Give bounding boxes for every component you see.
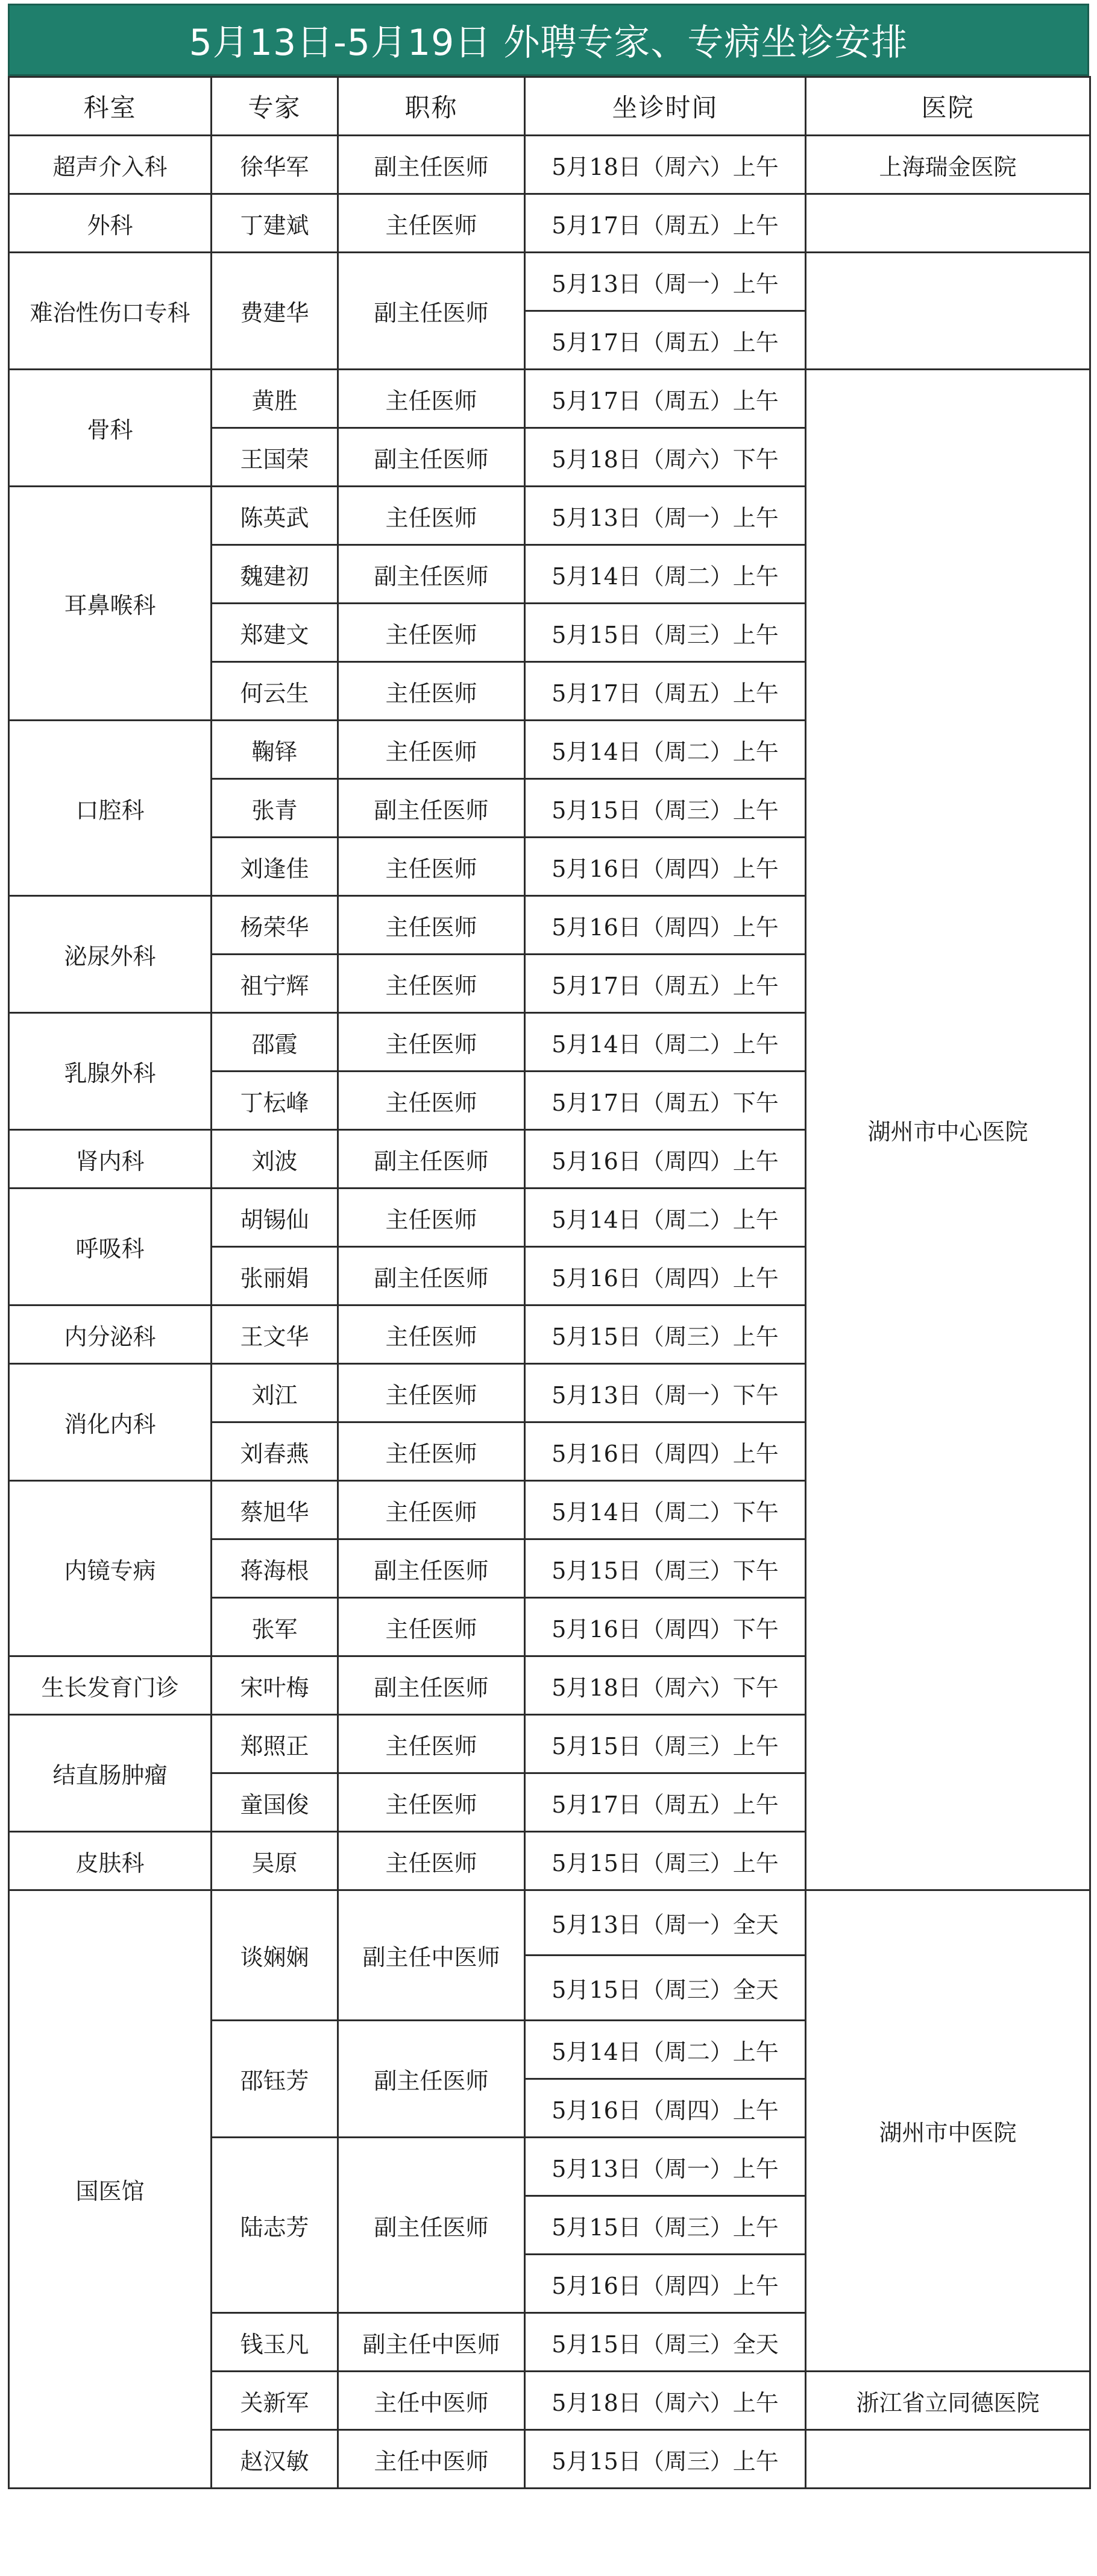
table-header-row [9,77,1090,136]
rank-cell: 副主任医师 [338,1247,525,1305]
time-cell: 5月16日（周四）上午 [525,838,806,896]
expert-cell: 王文华 [212,1305,338,1364]
hospital-cell: 上海瑞金医院 [806,136,1090,194]
department-cell: 泌尿外科 [9,896,212,1013]
rank-cell: 主任医师 [338,1189,525,1247]
rank-cell: 副主任中医师 [338,1890,525,2021]
rank-cell: 主任医师 [338,1305,525,1364]
expert-cell: 郑建文 [212,604,338,662]
time-cell: 5月18日（周六）上午 [525,136,806,194]
header-title: 职称 [338,77,525,136]
expert-cell: 费建华 [212,253,338,370]
expert-cell: 杨荣华 [212,896,338,955]
department-cell: 超声介入科 [9,136,212,194]
time-cell: 5月15日（周三）上午 [525,2196,806,2255]
rank-cell: 主任医师 [338,896,525,955]
rank-cell: 副主任医师 [338,253,525,370]
rank-cell: 副主任医师 [338,428,525,487]
time-cell: 5月15日（周三）上午 [525,1832,806,1890]
time-cell: 5月17日（周五）上午 [525,194,806,253]
time-cell: 5月14日（周二）上午 [525,545,806,604]
time-cell: 5月18日（周六）下午 [525,428,806,487]
department-cell: 骨科 [9,370,212,487]
table-row [9,1890,1090,1956]
time-cell: 5月14日（周二）上午 [525,721,806,779]
expert-cell: 张青 [212,779,338,838]
rank-cell: 主任医师 [338,662,525,721]
department-cell: 消化内科 [9,1364,212,1481]
expert-cell: 张丽娟 [212,1247,338,1305]
rank-cell: 副主任医师 [338,2021,525,2138]
time-cell: 5月16日（周四）上午 [525,2255,806,2313]
time-cell: 5月18日（周六）下午 [525,1656,806,1715]
time-cell: 5月16日（周四）下午 [525,1598,806,1656]
header-time: 坐诊时间 [525,77,806,136]
rank-cell: 副主任医师 [338,1539,525,1598]
time-cell: 5月16日（周四）上午 [525,2079,806,2138]
expert-cell: 谈娴娴 [212,1890,338,2021]
time-cell: 5月14日（周二）上午 [525,1013,806,1072]
time-cell: 5月14日（周二）上午 [525,1189,806,1247]
rank-cell: 主任医师 [338,370,525,428]
rank-cell: 副主任医师 [338,545,525,604]
rank-cell: 主任医师 [338,1422,525,1481]
time-cell: 5月15日（周三）下午 [525,1539,806,1598]
expert-cell: 黄胜 [212,370,338,428]
expert-cell: 丁枟峰 [212,1072,338,1130]
expert-cell: 张军 [212,1598,338,1656]
time-cell: 5月18日（周六）上午 [525,2372,806,2430]
expert-cell: 关新军 [212,2372,338,2430]
expert-cell: 刘春燕 [212,1422,338,1481]
hospital-cell-empty [806,2430,1090,2489]
header-expert: 专家 [212,77,338,136]
expert-cell: 徐华军 [212,136,338,194]
department-cell: 乳腺外科 [9,1013,212,1130]
department-cell: 耳鼻喉科 [9,487,212,721]
time-cell: 5月16日（周四）上午 [525,1247,806,1305]
time-cell: 5月13日（周一）全天 [525,1890,806,1956]
rank-cell: 主任医师 [338,194,525,253]
rank-cell: 副主任医师 [338,136,525,194]
rank-cell: 副主任医师 [338,1656,525,1715]
time-cell: 5月17日（周五）上午 [525,1773,806,1832]
department-cell: 结直肠肿瘤 [9,1715,212,1832]
hospital-cell: 湖州市中心医院 [806,370,1090,1890]
time-cell: 5月16日（周四）上午 [525,1130,806,1189]
department-cell: 国医馆 [9,1890,212,2489]
time-cell: 5月16日（周四）上午 [525,1422,806,1481]
schedule-title: 5月13日-5月19日 外聘专家、专病坐诊安排 [8,4,1089,76]
hospital-cell: 浙江省立同德医院 [806,2372,1090,2430]
hospital-cell-empty [806,253,1090,370]
rank-cell: 主任医师 [338,1013,525,1072]
expert-cell: 邵霞 [212,1013,338,1072]
expert-cell: 吴原 [212,1832,338,1890]
table-row [9,370,1090,428]
rank-cell: 主任医师 [338,487,525,545]
expert-cell: 刘波 [212,1130,338,1189]
time-cell: 5月17日（周五）上午 [525,311,806,370]
expert-cell: 宋叶梅 [212,1656,338,1715]
expert-cell: 丁建斌 [212,194,338,253]
rank-cell: 主任医师 [338,955,525,1013]
time-cell: 5月13日（周一）下午 [525,1364,806,1422]
rank-cell: 副主任医师 [338,2138,525,2313]
expert-cell: 赵汉敏 [212,2430,338,2489]
hospital-cell: 湖州市中医院 [806,1890,1090,2372]
time-cell: 5月13日（周一）上午 [525,253,806,311]
rank-cell: 主任医师 [338,1598,525,1656]
time-cell: 5月15日（周三）上午 [525,604,806,662]
time-cell: 5月15日（周三）全天 [525,2313,806,2372]
rank-cell: 主任中医师 [338,2430,525,2489]
department-cell: 生长发育门诊 [9,1656,212,1715]
expert-cell: 蔡旭华 [212,1481,338,1539]
department-cell: 内分泌科 [9,1305,212,1364]
department-cell: 皮肤科 [9,1832,212,1890]
time-cell: 5月17日（周五）下午 [525,1072,806,1130]
expert-cell: 陆志芳 [212,2138,338,2313]
expert-cell: 王国荣 [212,428,338,487]
expert-cell: 魏建初 [212,545,338,604]
time-cell: 5月17日（周五）上午 [525,370,806,428]
expert-cell: 钱玉凡 [212,2313,338,2372]
rank-cell: 主任医师 [338,1364,525,1422]
time-cell: 5月16日（周四）上午 [525,896,806,955]
time-cell: 5月15日（周三）上午 [525,1305,806,1364]
header-hospital: 医院 [806,77,1090,136]
time-cell: 5月13日（周一）上午 [525,487,806,545]
expert-cell: 鞠铎 [212,721,338,779]
rank-cell: 主任医师 [338,1715,525,1773]
time-cell: 5月15日（周三）上午 [525,1715,806,1773]
time-cell: 5月15日（周三）全天 [525,1956,806,2021]
department-cell: 口腔科 [9,721,212,896]
time-cell: 5月15日（周三）上午 [525,2430,806,2489]
rank-cell: 副主任医师 [338,779,525,838]
rank-cell: 主任医师 [338,1773,525,1832]
schedule-page [8,4,1089,2489]
expert-cell: 陈英武 [212,487,338,545]
rank-cell: 主任医师 [338,1481,525,1539]
rank-cell: 主任医师 [338,604,525,662]
expert-cell: 刘江 [212,1364,338,1422]
department-cell: 肾内科 [9,1130,212,1189]
time-cell: 5月13日（周一）上午 [525,2138,806,2196]
header-department: 科室 [9,77,212,136]
expert-cell: 邵钰芳 [212,2021,338,2138]
expert-cell: 祖宁辉 [212,955,338,1013]
table-row [9,194,1090,253]
hospital-cell-empty [806,194,1090,253]
rank-cell: 副主任中医师 [338,2313,525,2372]
expert-cell: 蒋海根 [212,1539,338,1598]
time-cell: 5月17日（周五）上午 [525,662,806,721]
expert-cell: 胡锡仙 [212,1189,338,1247]
rank-cell: 主任中医师 [338,2372,525,2430]
department-cell: 难治性伤口专科 [9,253,212,370]
expert-cell: 郑照正 [212,1715,338,1773]
rank-cell: 副主任医师 [338,1130,525,1189]
time-cell: 5月14日（周二）上午 [525,2021,806,2079]
rank-cell: 主任医师 [338,1072,525,1130]
expert-cell: 刘逢佳 [212,838,338,896]
time-cell: 5月14日（周二）下午 [525,1481,806,1539]
time-cell: 5月17日（周五）上午 [525,955,806,1013]
schedule-table [8,76,1091,2489]
department-cell: 内镜专病 [9,1481,212,1656]
time-cell: 5月15日（周三）上午 [525,779,806,838]
expert-cell: 何云生 [212,662,338,721]
department-cell: 呼吸科 [9,1189,212,1305]
department-cell: 外科 [9,194,212,253]
table-row [9,136,1090,194]
expert-cell: 童国俊 [212,1773,338,1832]
table-row [9,253,1090,311]
rank-cell: 主任医师 [338,838,525,896]
rank-cell: 主任医师 [338,1832,525,1890]
rank-cell: 主任医师 [338,721,525,779]
